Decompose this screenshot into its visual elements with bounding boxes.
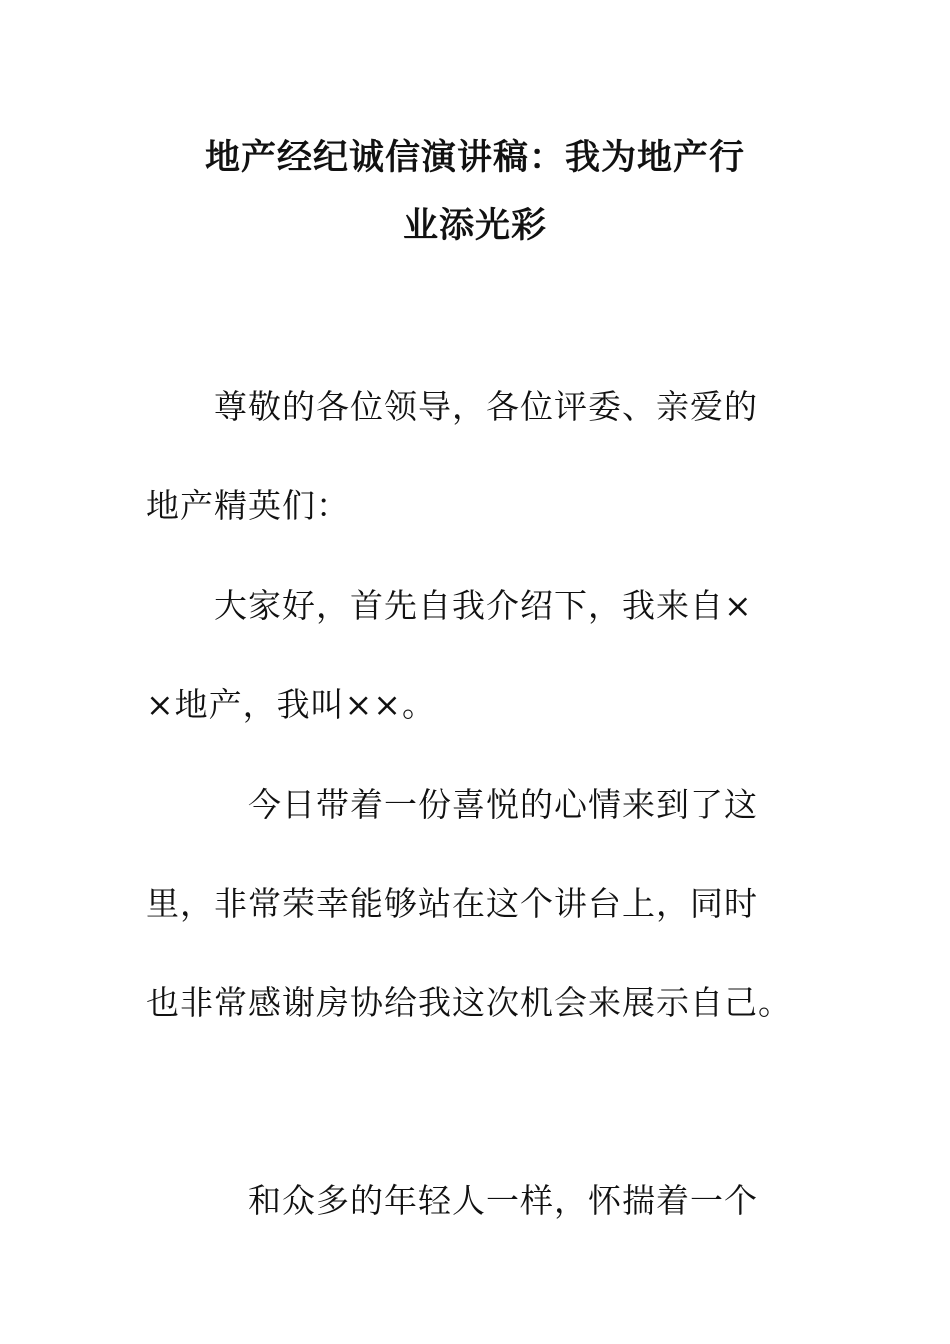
paragraph-line-4: 和众多的年轻人一样，怀揣着一个 — [248, 1181, 758, 1220]
paragraph-line-2: 里，非常荣幸能够站在这个讲台上，同时 — [146, 884, 758, 923]
intro-line-2: ×地产，我叫××。 — [146, 685, 436, 724]
paragraph-line-3: 也非常感谢房协给我这次机会来展示自己。 — [146, 983, 792, 1022]
greeting-line-2: 地产精英们： — [146, 486, 350, 525]
document-title-line-1: 地产经纪诚信演讲稿：我为地产行 — [204, 137, 745, 178]
greeting-line-1: 尊敬的各位领导，各位评委、亲爱的 — [214, 387, 758, 426]
paragraph-line-1: 今日带着一份喜悦的心情来到了这 — [248, 785, 758, 824]
document-title-line-2: 业添光彩 — [402, 205, 547, 246]
intro-line-1: 大家好，首先自我介绍下，我来自× — [214, 586, 753, 625]
